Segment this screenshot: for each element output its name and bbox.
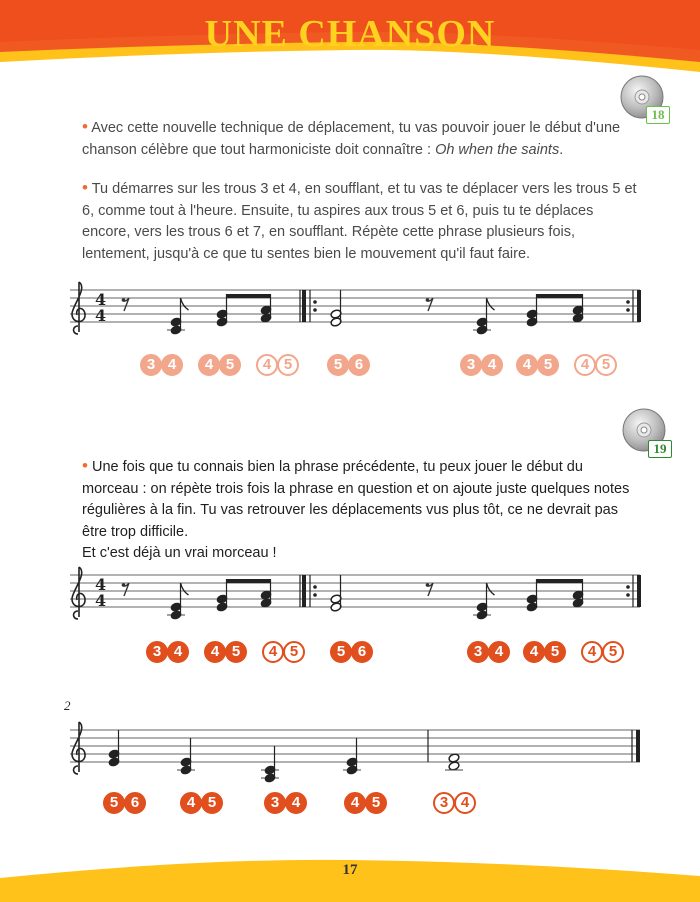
music-staff [0, 565, 700, 635]
draw-hole-number: 4 [581, 641, 603, 663]
bullet-icon: • [82, 117, 88, 136]
blow-hole-number: 4 [204, 641, 226, 663]
blow-hole-number: 3 [460, 354, 482, 376]
blow-hole-number: 5 [330, 641, 352, 663]
page-title: UNE CHANSON [204, 13, 496, 55]
note-flag [487, 583, 495, 595]
repeat-dot [626, 300, 630, 304]
blow-hole-number: 5 [544, 641, 566, 663]
blow-hole-number: 4 [198, 354, 220, 376]
blow-hole-number: 5 [103, 792, 125, 814]
blow-hole-number: 4 [516, 354, 538, 376]
time-signature-bottom: 4 [95, 591, 107, 610]
rest-dot [426, 298, 430, 302]
blow-hole-number: 3 [140, 354, 162, 376]
paragraph-end: . [559, 141, 564, 158]
bullet-icon: • [82, 456, 88, 475]
note-beam [227, 579, 271, 583]
draw-hole-number: 4 [262, 641, 284, 663]
repeat-dot [626, 593, 630, 597]
repeat-dot [313, 585, 317, 589]
blow-hole-number: 3 [467, 641, 489, 663]
paragraph-text-last: Et c'est déjà un vrai morceau ! [82, 545, 277, 561]
repeat-thick-bar [637, 290, 641, 322]
blow-hole-number: 5 [327, 354, 349, 376]
measure-number: 2 [64, 698, 71, 713]
draw-hole-number: 4 [574, 354, 596, 376]
note-beam [537, 579, 583, 583]
draw-hole-number: 5 [602, 641, 624, 663]
blow-hole-number: 6 [351, 641, 373, 663]
blow-hole-number: 4 [481, 354, 503, 376]
rest-dot [122, 583, 126, 587]
repeat-dot [626, 585, 630, 589]
blow-hole-number: 4 [488, 641, 510, 663]
rest-dot [426, 583, 430, 587]
blow-hole-number: 3 [146, 641, 168, 663]
repeat-thick-bar [302, 575, 306, 607]
draw-hole-number: 5 [277, 354, 299, 376]
time-signature-top: 4 [95, 290, 107, 309]
repeat-dot [313, 593, 317, 597]
blow-hole-number: 5 [537, 354, 559, 376]
final-thick-bar [636, 730, 640, 762]
note-flag [487, 298, 495, 310]
paragraph-text: Tu démarres sur les trous 3 et 4, en soufflant, et tu vas te déplacer vers les trous 5 et 6, comme tout à l'heure. Ensuite, tu aspires aux trous 5 et 6, puis tu te déplaces encore, vers les trous 6 et 7, en soufflant. Répète cette phrase plusieurs fois, lentement, jusqu'à ce que tu sentes bien le mouvement qu'il faut faire. [82, 181, 637, 262]
draw-hole-number: 4 [256, 354, 278, 376]
repeat-dot [313, 300, 317, 304]
paragraph-text: Une fois que tu connais bien la phrase précédente, tu peux jouer le début du morceau : on répète trois fois la phrase en question et on ajoute juste quelques notes régulières à la fin. Tu vas retrouver les déplacements vus plus tôt, ce ne devrait pas être trop difficile. [82, 459, 630, 540]
blow-hole-number: 6 [348, 354, 370, 376]
paragraph-text: Avec cette nouvelle technique de déplacement, tu vas pouvoir jouer le début d'une chanson célèbre que tout harmoniciste doit connaître : [82, 120, 621, 158]
blow-hole-number: 5 [201, 792, 223, 814]
draw-hole-number: 5 [595, 354, 617, 376]
bullet-icon: • [82, 178, 88, 197]
rest-dot [122, 298, 126, 302]
draw-hole-number: 4 [454, 792, 476, 814]
draw-hole-number: 3 [433, 792, 455, 814]
repeat-thick-bar [302, 290, 306, 322]
blow-hole-number: 4 [180, 792, 202, 814]
track-number-badge: 18 [646, 106, 670, 124]
blow-hole-number: 5 [225, 641, 247, 663]
paragraph-intro [82, 116, 642, 161]
note-flag [181, 298, 189, 310]
page-number: 17 [342, 862, 358, 878]
note-beam [227, 294, 271, 298]
music-staff [0, 280, 700, 350]
blow-hole-number: 4 [161, 354, 183, 376]
blow-hole-number: 4 [344, 792, 366, 814]
music-staff [0, 720, 700, 790]
paragraph-song [82, 455, 642, 565]
blow-hole-number: 4 [523, 641, 545, 663]
blow-hole-number: 6 [124, 792, 146, 814]
draw-hole-number: 5 [283, 641, 305, 663]
song-title: Oh when the saints [435, 141, 560, 158]
blow-hole-number: 5 [365, 792, 387, 814]
blow-hole-number: 4 [285, 792, 307, 814]
repeat-dot [313, 308, 317, 312]
blow-hole-number: 4 [167, 641, 189, 663]
time-signature-bottom: 4 [95, 306, 107, 325]
paragraph-instructions [82, 177, 642, 265]
repeat-dot [626, 308, 630, 312]
blow-hole-number: 3 [264, 792, 286, 814]
track-number-badge: 19 [648, 440, 672, 458]
time-signature-top: 4 [95, 575, 107, 594]
note-beam [537, 294, 583, 298]
blow-hole-number: 5 [219, 354, 241, 376]
note-flag [181, 583, 189, 595]
repeat-thick-bar [637, 575, 641, 607]
